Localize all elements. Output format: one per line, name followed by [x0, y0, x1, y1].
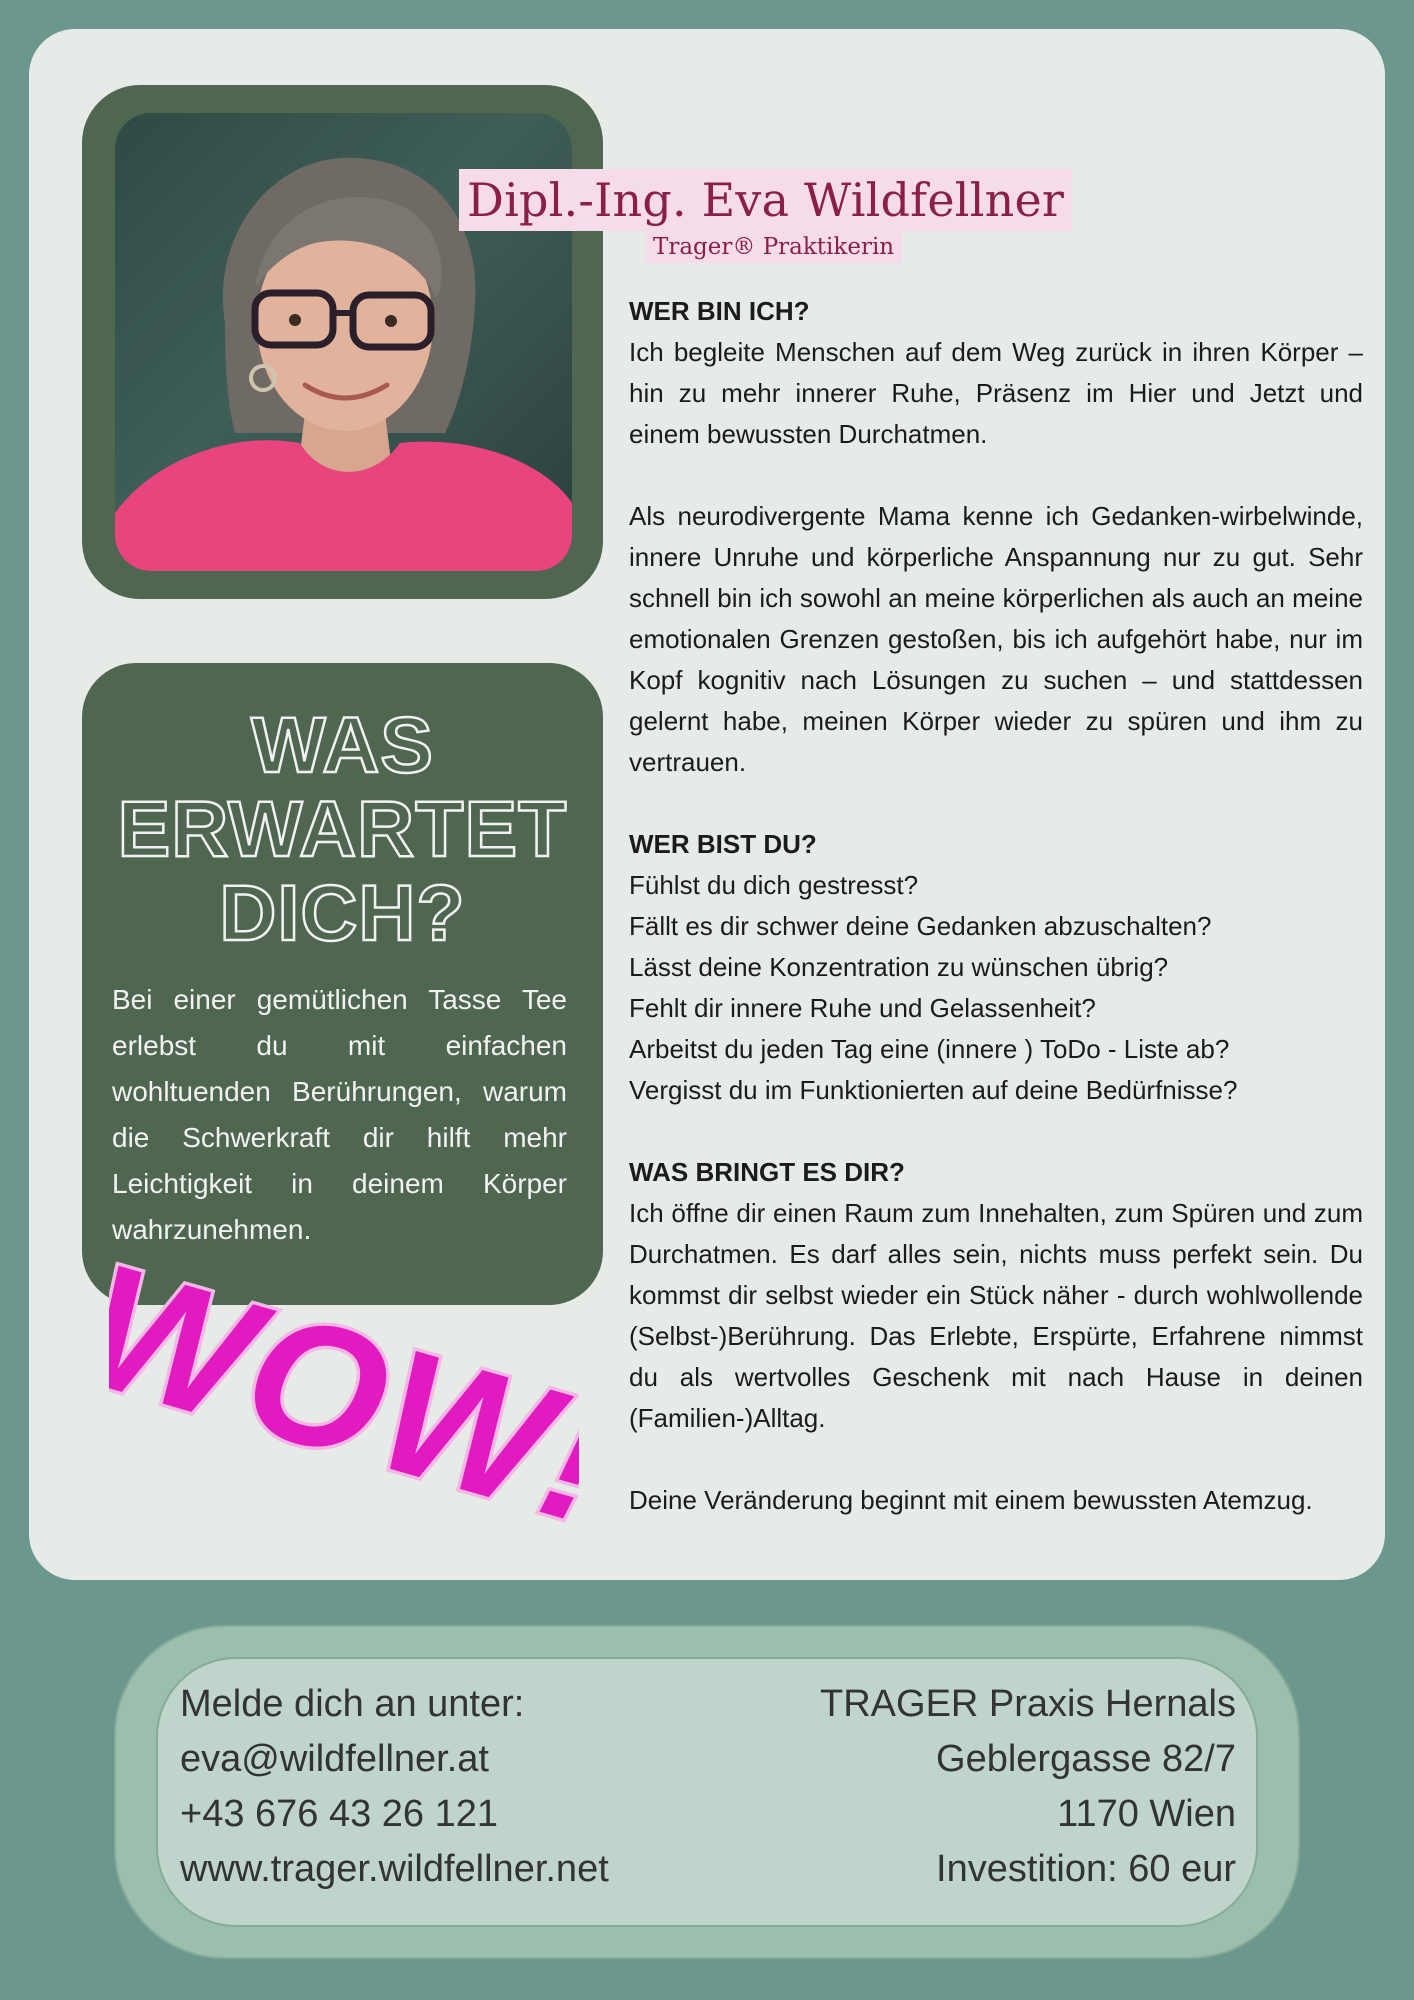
wow-sticker-graphic	[109, 1244, 579, 1584]
practitioner-name: Dipl.-Ing. Eva Wildfellner	[459, 169, 1072, 231]
wow-text: WOW!	[109, 1244, 579, 1564]
expectation-headline	[82, 700, 603, 957]
question-item: Fällt es dir schwer deine Gedanken abzuschalten?	[629, 911, 1212, 941]
wow-sticker	[109, 1244, 579, 1589]
name-block	[459, 169, 1072, 260]
practice-street: Geblergasse 82/7	[936, 1738, 1236, 1780]
practice-name: TRAGER Praxis Hernals	[820, 1683, 1236, 1725]
expectation-box	[82, 663, 603, 1305]
practitioner-title: Trager® Praktikerin	[645, 231, 902, 263]
expectation-text: Bei einer gemütlichen Tasse Tee erlebst du mit einfachen wohltuenden Berührungen, warum die Schwerkraft dir hilft mehr Leichtigkeit in deinem Körper wahrzunehmen.	[112, 984, 567, 1245]
contact-details	[180, 1677, 609, 1897]
headline-line: WAS	[251, 700, 434, 789]
section-heading-wer-bin-ich: WER BIN ICH?	[629, 296, 810, 326]
website-link[interactable]: www.trager.wildfellner.net	[180, 1848, 609, 1890]
question-item: Vergisst du im Funktionierten auf deine Bedürfnisse?	[629, 1075, 1238, 1105]
portrait-frame	[82, 85, 603, 599]
question-item: Fühlst du dich gestresst?	[629, 870, 919, 900]
section-heading-wer-bist-du: WER BIST DU?	[629, 829, 817, 859]
phone-number[interactable]: +43 676 43 26 121	[180, 1793, 499, 1835]
practice-city: 1170 Wien	[1057, 1793, 1236, 1835]
paragraph-closing: Deine Veränderung beginnt mit einem bewussten Atemzug.	[629, 1485, 1313, 1515]
section-heading-was-bringt-es-dir: WAS BRINGT ES DIR?	[629, 1157, 905, 1187]
practice-details	[820, 1677, 1236, 1897]
question-item: Arbeitst du jeden Tag eine (innere ) ToDo - Liste ab?	[629, 1034, 1230, 1064]
flyer-card	[29, 29, 1385, 1580]
signup-label: Melde dich an unter:	[180, 1683, 525, 1725]
paragraph-intro: Ich begleite Menschen auf dem Weg zurück in ihren Körper – hin zu mehr innerer Ruhe, Präsenz im Hier und Jetzt und einem bewussten Durchatmen.	[629, 337, 1363, 449]
contact-footer	[114, 1625, 1300, 1959]
email-link[interactable]: eva@wildfellner.at	[180, 1738, 489, 1780]
headline-line: ERWARTET	[117, 784, 568, 873]
question-list	[629, 865, 1363, 1111]
main-content	[629, 291, 1363, 1521]
question-item: Fehlt dir innere Ruhe und Gelassenheit?	[629, 993, 1096, 1023]
paragraph-benefits: Ich öffne dir einen Raum zum Innehalten, zum Spüren und zum Durchatmen. Es darf alles sein, nichts muss perfekt sein. Du kommst dir selbst wieder ein Stück näher - durch wohlwollende (Selbst-)Berührung. Das Erlebte, Erspürte, Erfahrene nimmst du als wertvolles Geschenk mit nach Hause in deinen (Familien-)Alltag.	[629, 1198, 1363, 1433]
price-info: Investition: 60 eur	[936, 1848, 1236, 1890]
paragraph-about: Als neurodivergente Mama kenne ich Gedanken-wirbelwinde, innere Unruhe und körperliche Anspannung nur zu gut. Sehr schnell bin ich sowohl an meine körperlichen als auch an meine emotionalen Grenzen gestoßen, bis ich aufgehört habe, nur im Kopf kognitiv nach Lösungen zu suchen – und stattdessen gelernt habe, meinen Körper wieder zu spüren und ihm zu vertrauen.	[629, 501, 1363, 777]
contact-panel	[156, 1657, 1258, 1927]
headline-line: DICH?	[219, 868, 466, 957]
question-item: Lässt deine Konzentration zu wünschen übrig?	[629, 952, 1169, 982]
